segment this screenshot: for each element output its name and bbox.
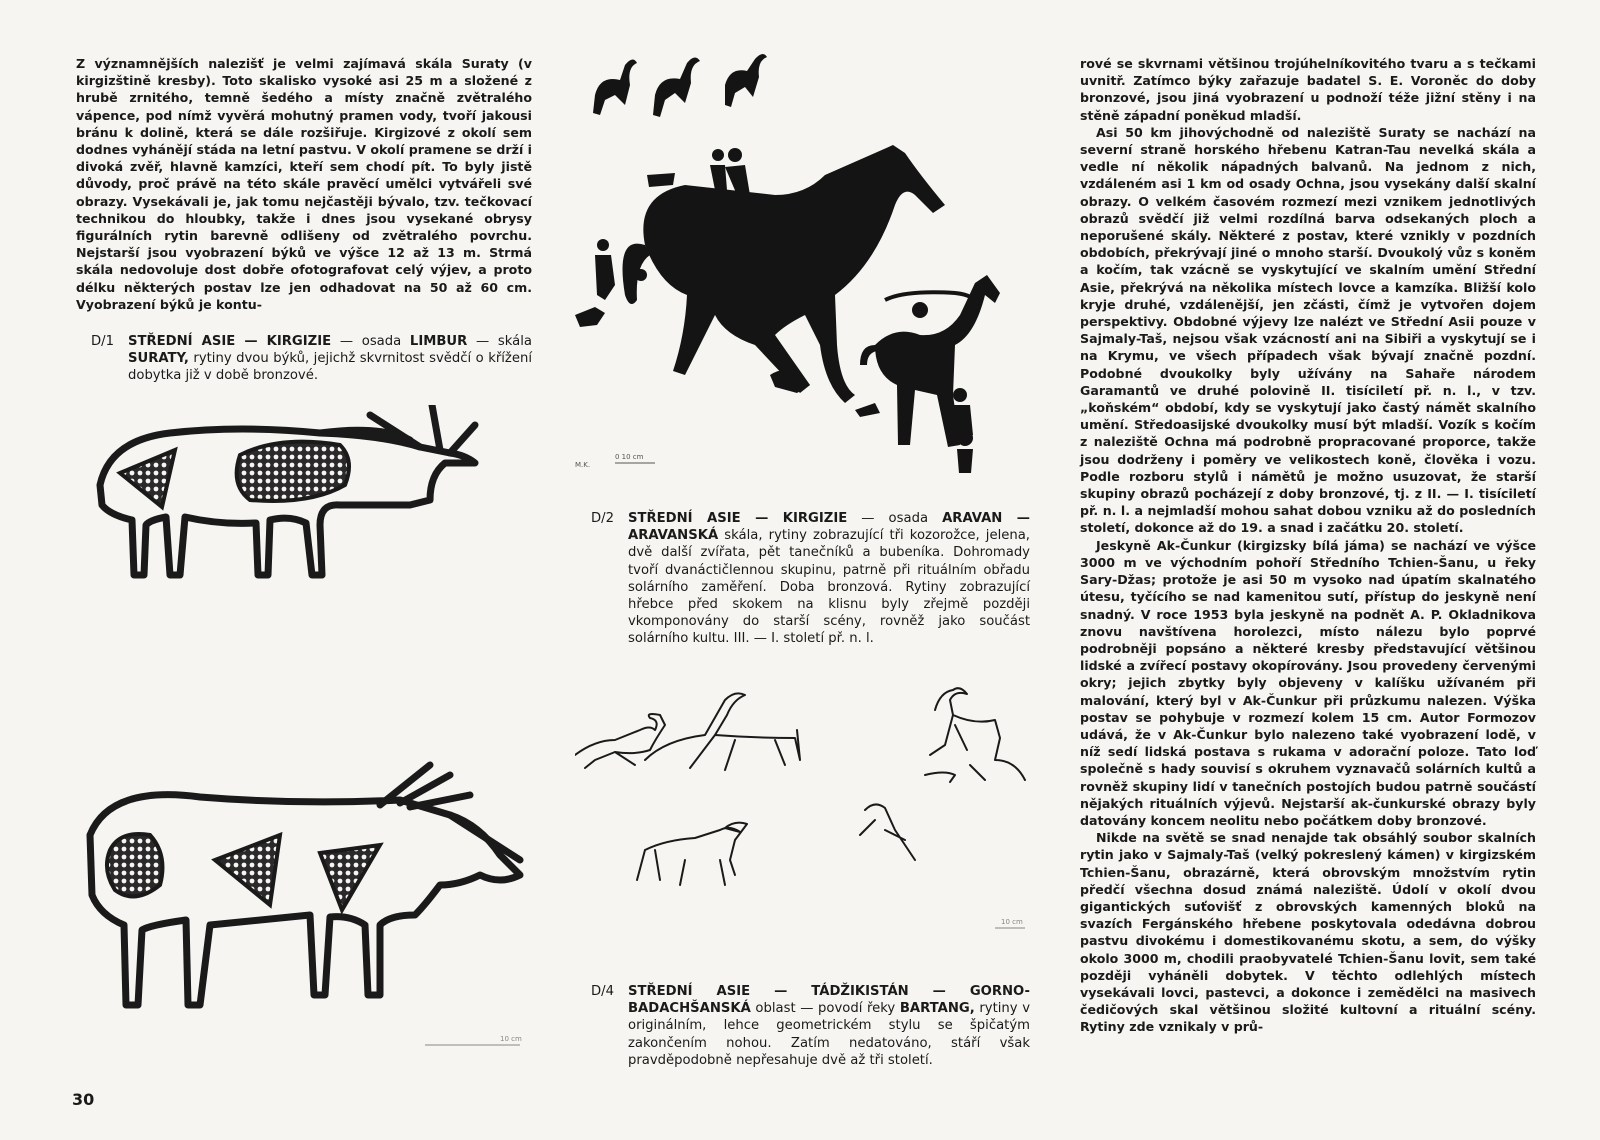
- scale-label: 10 cm: [1001, 918, 1023, 926]
- arc: [885, 292, 977, 305]
- caption-number: D/1: [91, 334, 114, 349]
- caption-place: ARAVAN — ARAVANSKÁ: [628, 511, 1030, 544]
- caption-d2: [591, 510, 1030, 648]
- column-3-text: [1080, 55, 1536, 1036]
- spot: [237, 442, 349, 501]
- horse-icon: [623, 145, 1001, 447]
- aravan-horses-figure: [575, 45, 1035, 485]
- ibex-icon: [575, 688, 1025, 885]
- caption-d1: [91, 333, 532, 385]
- caption-number: D/2: [591, 511, 614, 526]
- caption-number: D/4: [591, 984, 614, 999]
- spot: [107, 834, 163, 896]
- caption-region: STŘEDNÍ ASIE — KIRGIZIE: [628, 511, 848, 526]
- scale-label: 10 cm: [500, 1035, 522, 1043]
- caption-text: rytiny dvou býků, jejichž skvrnitost svědčí o křížení dobytka již v době bronzové.: [128, 351, 532, 384]
- page-number: 30: [72, 1090, 95, 1109]
- bulls-engraving-figure: [80, 405, 540, 1065]
- caption-text: — skála: [467, 334, 532, 349]
- col3-paragraph-2: Asi 50 km jihovýchodně od naleziště Suraty se nachází na severní straně horského hřebenu Katran-Tau nevelká skála a vedle ní několik nápadných balvanů. Na jednom z nich, vzdáleném asi 1 km od osady Ochna, jsou vysekány další skalní obrazy. O velkém časovém rozmezí mezi vznikem jednotlivých obrazů svědčí již velmi rozdílná barva odsekaných ploch a neporušené skály. Některé z postav, které vznikly v pozdních obdobích, překrývají jiné o mnoho starší. Dvoukolý vůz s koněm a kočím, tak vzácně se vyskytující ve skalním umění Střední Asie, překrývá na několika místech lovce a kamzíka. Bližší kolo kryje druhé, vzdálenější, jen zčásti, čímž je vytvořen dojem perspektivy. Obdobné výjevy lze nalézt ve Střední Asii pouze v Sajmaly-Taš, nejsou však vzácností ani na Sibiři a vyskytují se i na Krymu, ve všech případech však bývají značně pozdní. Podobné dvoukolky byly užívány na Sahaře národem Garamantů ve druhé polovině II. tisíciletí př. n. l., v tzv. „koňském“ období, kdy se vyskytují jako častý námět skalního umění. Středoasijské dvoukolky musí být mladší. Vozík s kočím z naleziště Ochna má podrobně propracované proporce, takže jsou dodrženy i poměry ve velikostech koně, člověka i vozu. Podle rozboru stylů i námětů je možno usuzovat, že starší skupiny obrazů pocházejí z doby bronzové, tj. z II. — I. tisíciletí př. n. l. a nejmladší mohou sahat dobou vzniku až do posledních století, dokonce až do 19. a snad i začátku 20. století.: [1080, 124, 1536, 536]
- col3-paragraph-4: Nikde na světě se snad nenajde tak obsáhlý soubor skalních rytin jako v Sajmaly-Taš (velký pokreslený kámen) v kirgizském Tchien-Šanu, obrazárně, která obrovským množstvím rytin předčí všechna dosud známá naleziště. Údolí v okolí dvou gigantických suťovišť z obrovských kamenných bloků na svazích Fergánského hřebene poskytovala odedávna dobrou pastvu divokému i domestikovanému skotu, a sem, do výšky okolo 3000 m, chodili praobyvatelé Tchien-Šanu lovit, sem také později vyháněli dobytek. V těchto odlehlých místech vysekávali lovci, pastevci, a dokonce i zemědělci na masivech čedičových skal většinou složité kultovní a rituální scény. Rytiny zde vznikaly v prů-: [1080, 830, 1536, 1035]
- spot: [215, 835, 280, 905]
- scale-initials: M.K.: [575, 461, 591, 469]
- caption-text: — osada: [331, 334, 410, 349]
- bartang-animals-figure: [575, 670, 1035, 950]
- col3-paragraph-1: rové se skvrnami většinou trojúhelníkovitého tvaru a s tečkami uvnitř. Zatímco býky zařazuje badatel S. E. Voroněc do doby bronzové, jsou jiná vyobrazení u podnoží téže jižní stěny i na stěně západní poněkud mladší.: [1080, 56, 1536, 123]
- col3-paragraph-3: Jeskyně Ak-Čunkur (kirgizsky bílá jáma) se nachází ve výšce 3000 m ve východním pohoří Středního Tchien-Šanu, u řeky Sary-Džas; protože je asi 50 m vysoko nad úpatím skalnatého útesu, tyčícího se nad kamenitou sutí, přístup do jeskyně není snadný. V roce 1953 byla jeskyně na podnět A. P. Okladnikova znovu navštívena horolezci, místo nálezu bylo poprvé podrobněji popsáno a některé kresby představující většinou lidské a zvířecí postavy okopírovány. Jsou provedeny červenými okry; jejich zbytky byly objeveny v kalíšku užívaném při malování, který byl v Ak-Čunkur při průzkumu nalezen. Výška postav se pohybuje v rozmezí kolem 15 cm. Autor Formozov udává, že v Ak-Čunkur bylo nalezeno také vyobrazení lodě, v níž sedí lidská postava s rukama v adorační poloze. Tato loď společně s hady souvisí s okruhem vyznavačů solárních kultů a rovněž skupiny lidí v tanečních postojích budou patrně součástí nějakých rituálních výjevů. Nejstarší ak-čunkurské obrazy byly datovány koncem neolitu nebo počátkem doby bronzové.: [1080, 537, 1536, 828]
- caption-text: — osada: [847, 511, 943, 526]
- column-1-text: [76, 55, 532, 313]
- caption-text: rytiny v originálním, lehce geometrickém stylu se špičatým zakončením nohou. Zatím nedatováno, stáří však pravděpodobně nepřesahuje dvě až tři století.: [628, 1001, 1030, 1068]
- col1-paragraph-1: Z významnějších nalezišť je velmi zajímavá skála Suraty (v kirgizštině kresby). Toto skalisko vysoké asi 25 m a složené z hrubě zrnitého, temně šedého a místy značně zvětralého vápence, pod nímž vyvěrá mohutný pramen vody, tvoří jakousi bránu k dolině, která se dále rozšiřuje. Kirgizové z okolí sem dodnes vyhánějí stáda na letní pastvu. V okolí pramene se drží i divoká zvěř, hlavně kamzíci, kteří sem chodí pít. To byly jistě důvody, proč právě na této skále pravěcí umělci vytvářeli své obrazy. Vysekávali je, jak tomu nejčastěji bývalo, tzv. tečkovací technikou do hloubky, takže i dnes jsou vysekané obrysy figurálních rytin barevně odlišeny od zvětralého povrchu. Nejstarší jsou vyobrazení býků ve výšce 12 až 13 m. Strmá skála nedovoluje dost dobře ofotografovat celý výjev, a proto délku některých postav lze jen odhadovat na 50 až 60 cm. Vyobrazení býků je kontu-: [76, 56, 532, 312]
- caption-text: oblast — povodí řeky: [750, 1001, 900, 1017]
- caption-rock: SURATY,: [128, 351, 189, 367]
- ibex-icon: [593, 54, 767, 117]
- caption-region: STŘEDNÍ ASIE — TÁDŽIKISTÁN — GORNO-BADACHŠANSKÁ: [628, 984, 1030, 1017]
- scale-label: 0 10 cm: [615, 453, 644, 461]
- caption-place: LIMBUR: [409, 334, 468, 349]
- spot: [320, 845, 380, 910]
- spot: [120, 450, 175, 507]
- drum-icon: [912, 302, 928, 318]
- caption-d4: [591, 983, 1030, 1069]
- caption-text: skála, rytiny zobrazující tři kozorožce, jelena, dvě další zvířata, pět tanečníků a bubeníka. Dohromady tvoří dvanáctičlennou skupinu, patrně při rituálním obřadu solárního zaměření. Doba bronzová. Rytiny zobrazující hřebce před skokem na klisnu byly zřejmě později vkomponovány do starší scény, rovněž jako součást solárního kultu. III. — I. století př. n. l.: [628, 528, 1030, 647]
- caption-river: BARTANG,: [899, 1001, 975, 1017]
- caption-region: STŘEDNÍ ASIE — KIRGIZIE: [128, 334, 332, 349]
